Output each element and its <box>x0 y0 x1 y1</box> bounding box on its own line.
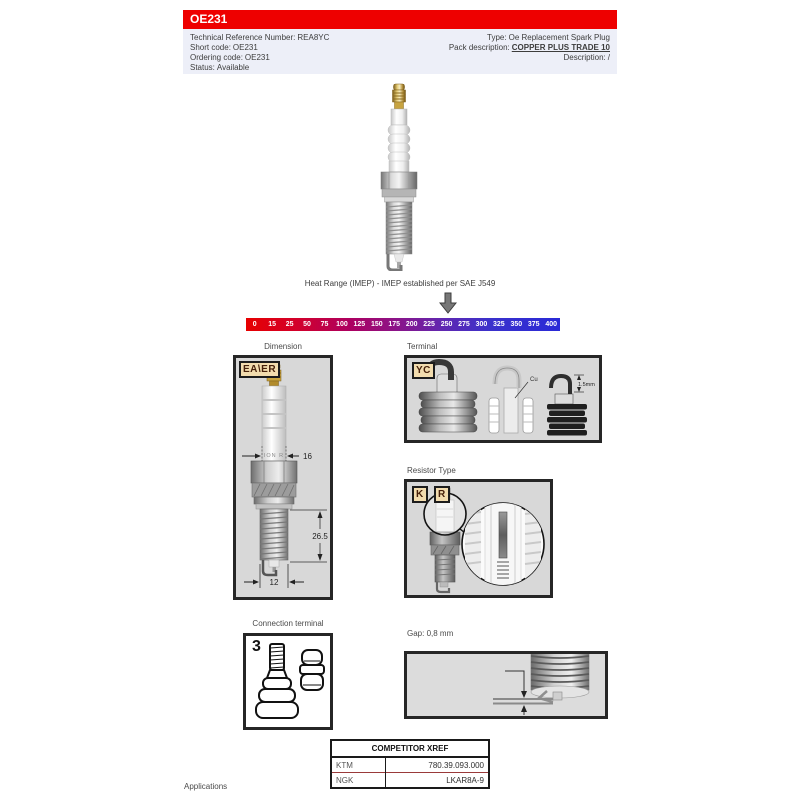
field-type <box>449 33 610 43</box>
heat-range-scale <box>246 292 560 331</box>
heat-tick: 175 <box>388 321 401 328</box>
heat-tick: 250 <box>440 321 453 328</box>
page-title: OE231 <box>183 10 617 29</box>
field-value: OE231 <box>244 53 270 62</box>
xref-table-title: COMPETITOR XREF <box>331 740 489 757</box>
gap-section-label: Gap: 0,8 mm <box>407 629 454 638</box>
heat-tick: 300 <box>475 321 488 328</box>
competitor-xref-table <box>330 739 490 789</box>
dimension-section-label: Dimension <box>264 342 302 351</box>
heat-range-pointer-icon <box>439 292 457 314</box>
field-label: Status: <box>190 63 215 72</box>
heat-tick: 15 <box>268 321 277 328</box>
pack-description-link[interactable]: COPPER PLUS TRADE 10 <box>511 43 610 52</box>
heat-tick: 200 <box>405 321 418 328</box>
heat-tick: 375 <box>527 321 540 328</box>
product-photo <box>370 83 428 271</box>
thread-length-value: 26.5 <box>312 532 328 541</box>
table-row <box>331 773 489 789</box>
product-info-right <box>449 33 610 70</box>
field-value: Oe Replacement Spark Plug <box>508 33 610 42</box>
resistor-box <box>404 479 553 598</box>
field-status <box>190 63 329 73</box>
terminal-code-badge: YC <box>412 362 435 379</box>
heat-tick: 400 <box>545 321 557 328</box>
dimension-diagram <box>236 358 330 597</box>
applications-section-label: Applications <box>184 782 228 791</box>
dimension-box <box>233 355 333 600</box>
connection-type-number: 3 <box>252 638 261 655</box>
heat-range-bar <box>246 318 560 331</box>
field-short-code <box>190 43 329 53</box>
heat-tick: 125 <box>353 321 366 328</box>
field-label: Ordering code: <box>190 53 243 62</box>
heat-tick: 0 <box>252 321 257 328</box>
xref-part-number: LKAR8A-9 <box>385 773 489 789</box>
heat-tick: 275 <box>458 321 470 328</box>
heat-tick: 325 <box>493 321 505 328</box>
terminal-section-label: Terminal <box>407 342 438 351</box>
terminal-diagram <box>407 358 599 440</box>
field-ordering-code <box>190 53 329 63</box>
heat-tick: 100 <box>336 321 348 328</box>
product-info-left <box>190 33 329 70</box>
field-value: / <box>607 53 610 62</box>
cu-annotation: Cu <box>530 377 538 383</box>
insulator-print-text: ION R <box>263 453 285 459</box>
field-value: Available <box>216 63 250 72</box>
field-description <box>449 53 610 63</box>
table-row <box>331 757 489 773</box>
field-label: Short code: <box>190 43 231 52</box>
heat-tick: 75 <box>320 321 329 328</box>
product-info-block <box>183 29 617 74</box>
xref-part-number: 780.39.093.000 <box>428 760 484 770</box>
field-value: OE231 <box>232 43 258 52</box>
gap-box <box>404 651 608 719</box>
resistor-section-label: Resistor Type <box>407 466 456 475</box>
connection-section-label: Connection terminal <box>252 619 324 628</box>
field-label: Type: <box>487 33 507 42</box>
resistor-r-badge: R <box>434 486 450 503</box>
heat-range-title: Heat Range (IMEP) - IMEP established per SAE J549 <box>304 279 496 288</box>
connection-terminal-box <box>243 633 333 730</box>
field-value: REA8YC <box>297 33 330 42</box>
heat-tick: 150 <box>370 321 383 328</box>
field-pack-description <box>449 43 610 53</box>
gap-diagram <box>407 654 605 716</box>
thread-diameter-value: 12 <box>269 578 279 587</box>
heat-tick: 25 <box>285 321 294 328</box>
heat-tick: 225 <box>423 321 435 328</box>
field-technical-reference <box>190 33 329 43</box>
terminal-measure-annotation: 1.5mm <box>578 382 595 388</box>
resistor-k-badge: K <box>412 486 428 503</box>
terminal-box <box>404 355 602 443</box>
xref-brand: NGK <box>331 773 385 789</box>
heat-tick: 50 <box>303 321 311 328</box>
resistor-diagram <box>407 482 550 595</box>
field-label: Description: <box>563 53 606 62</box>
field-label: Technical Reference Number: <box>190 33 296 42</box>
hex-size-value: 16 <box>303 452 312 461</box>
xref-brand: KTM <box>331 757 385 773</box>
field-label: Pack description: <box>448 43 510 52</box>
heat-tick: 350 <box>510 321 523 328</box>
dimension-code-badge: EA\ER <box>239 361 280 378</box>
